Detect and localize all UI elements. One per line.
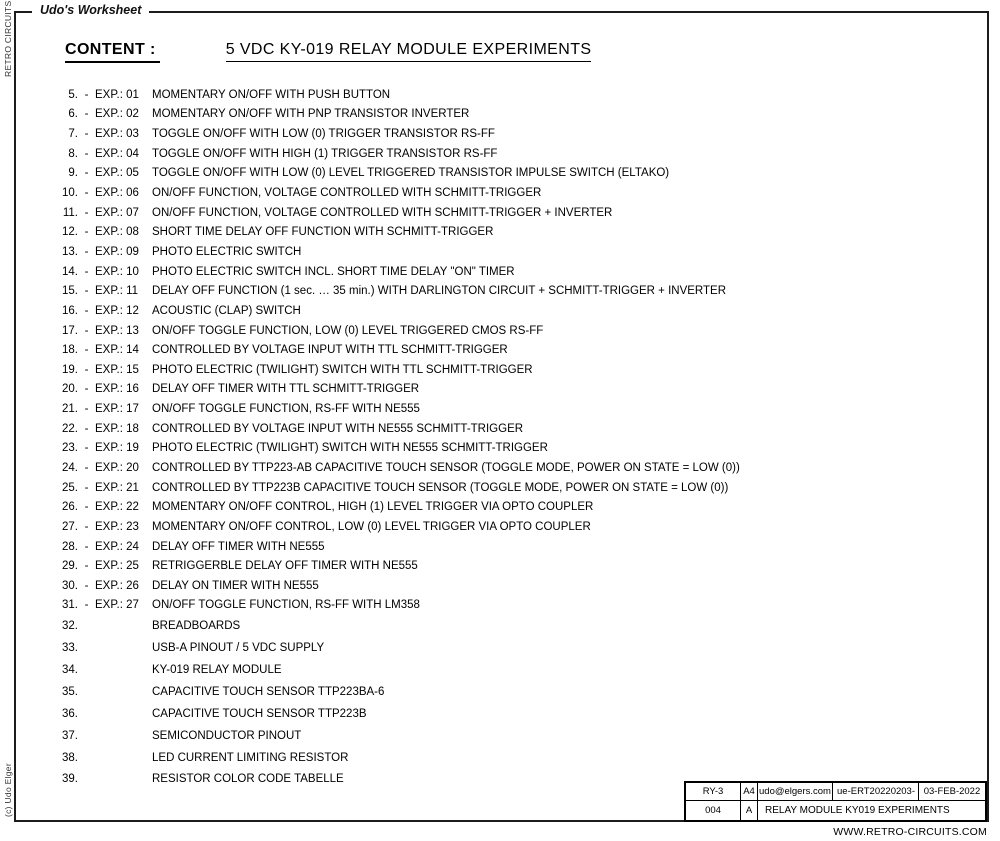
toc-item-number: 11.: [62, 206, 78, 219]
toc-item-separator: -: [84, 108, 89, 121]
toc-item-description: MOMENTARY ON/OFF CONTROL, HIGH (1) LEVEL TRIGGER VIA OPTO COUPLER: [152, 501, 594, 514]
toc-item-number: 19.: [62, 363, 78, 376]
table-of-contents-row: [40, 703, 960, 725]
toc-item-experiment-id: EXP.: 27: [95, 599, 139, 612]
toc-item-separator: -: [84, 304, 89, 317]
toc-item-description: TOGGLE ON/OFF WITH HIGH (1) TRIGGER TRANSISTOR RS-FF: [152, 147, 498, 160]
table-of-contents-row: [40, 576, 960, 596]
email-cell: udo@elgers.com: [758, 783, 833, 800]
toc-item-separator: -: [84, 187, 89, 200]
toc-item-separator: -: [84, 422, 89, 435]
table-of-contents-row: [40, 340, 960, 360]
table-of-contents-row: [40, 203, 960, 223]
toc-item-number: 15.: [62, 285, 78, 298]
toc-item-description: SEMICONDUCTOR PINOUT: [152, 729, 302, 742]
table-of-contents-row: [40, 556, 960, 576]
toc-item-number: 18.: [62, 344, 78, 357]
worksheet-legend: Udo's Worksheet: [32, 3, 149, 17]
table-of-contents-row: [40, 360, 960, 380]
toc-item-description: CONTROLLED BY TTP223-AB CAPACITIVE TOUCH SENSOR (TOGGLE MODE, POWER ON STATE = LOW (0)): [152, 461, 740, 474]
toc-item-number: 38.: [62, 751, 78, 764]
toc-item-number: 30.: [62, 579, 78, 592]
toc-item-description: MOMENTARY ON/OFF WITH PNP TRANSISTOR INVERTER: [152, 108, 470, 121]
table-of-contents-row: [40, 497, 960, 517]
table-of-contents-row: [40, 281, 960, 301]
toc-item-number: 25.: [62, 481, 78, 494]
toc-item-experiment-id: EXP.: 05: [95, 167, 139, 180]
toc-item-description: CONTROLLED BY TTP223B CAPACITIVE TOUCH SENSOR (TOGGLE MODE, POWER ON STATE = LOW (0)): [152, 481, 729, 494]
toc-item-separator: -: [84, 226, 89, 239]
toc-item-number: 10.: [62, 187, 78, 200]
toc-item-experiment-id: EXP.: 20: [95, 461, 139, 474]
toc-item-separator: -: [84, 560, 89, 573]
toc-item-description: ON/OFF TOGGLE FUNCTION, RS-FF WITH LM358: [152, 599, 420, 612]
toc-item-description: KY-019 RELAY MODULE: [152, 664, 282, 677]
toc-item-experiment-id: EXP.: 06: [95, 187, 139, 200]
toc-item-separator: -: [84, 520, 89, 533]
toc-item-description: PHOTO ELECTRIC SWITCH INCL. SHORT TIME DELAY "ON" TIMER: [152, 265, 515, 278]
toc-item-description: ON/OFF TOGGLE FUNCTION, RS-FF WITH NE555: [152, 403, 420, 416]
table-of-contents-row: [40, 725, 960, 747]
table-of-contents-row: [40, 144, 960, 164]
toc-item-number: 39.: [62, 773, 78, 786]
toc-item-description: ON/OFF FUNCTION, VOLTAGE CONTROLLED WITH SCHMITT-TRIGGER + INVERTER: [152, 206, 613, 219]
toc-item-description: LED CURRENT LIMITING RESISTOR: [152, 751, 349, 764]
table-of-contents-row: [40, 85, 960, 105]
content-title-label: CONTENT :: [65, 41, 160, 63]
toc-item-separator: -: [84, 383, 89, 396]
toc-item-experiment-id: EXP.: 23: [95, 520, 139, 533]
toc-item-experiment-id: EXP.: 01: [95, 88, 139, 101]
toc-item-description: DELAY OFF TIMER WITH TTL SCHMITT-TRIGGER: [152, 383, 420, 396]
toc-item-separator: -: [84, 206, 89, 219]
toc-item-separator: -: [84, 461, 89, 474]
table-of-contents-row: [40, 399, 960, 419]
table-of-contents-row: [40, 637, 960, 659]
toc-item-description: RETRIGGERBLE DELAY OFF TIMER WITH NE555: [152, 560, 418, 573]
toc-item-description: TOGGLE ON/OFF WITH LOW (0) TRIGGER TRANSISTOR RS-FF: [152, 128, 495, 141]
toc-item-separator: -: [84, 481, 89, 494]
paper-size-cell: A4: [741, 783, 758, 800]
table-of-contents-row: [40, 301, 960, 321]
doc-number-cell: ue-ERT20220203-: [833, 783, 919, 800]
toc-item-description: ON/OFF TOGGLE FUNCTION, LOW (0) LEVEL TRIGGERED CMOS RS-FF: [152, 324, 544, 337]
toc-item-separator: -: [84, 88, 89, 101]
toc-item-number: 7.: [68, 128, 78, 141]
retro-circuits-side-label: RETRO CIRCUITS: [3, 0, 13, 77]
table-of-contents-row: [40, 222, 960, 242]
date-cell: 03-FEB-2022: [923, 786, 981, 797]
toc-item-number: 14.: [62, 265, 78, 278]
toc-item-number: 12.: [62, 226, 78, 239]
block-title-cell: RELAY MODULE KY019 EXPERIMENTS: [765, 805, 950, 816]
table-of-contents-row: [40, 380, 960, 400]
toc-item-separator: -: [84, 501, 89, 514]
toc-item-number: 34.: [62, 664, 78, 677]
toc-item-number: 28.: [62, 540, 78, 553]
toc-item-number: 32.: [62, 620, 78, 633]
sheet-number-cell: 004: [686, 801, 741, 820]
toc-item-experiment-id: EXP.: 03: [95, 128, 139, 141]
toc-item-experiment-id: EXP.: 08: [95, 226, 139, 239]
toc-item-experiment-id: EXP.: 11: [95, 285, 139, 298]
toc-item-experiment-id: EXP.: 24: [95, 540, 139, 553]
toc-item-description: RESISTOR COLOR CODE TABELLE: [152, 773, 344, 786]
table-of-contents-row: [40, 681, 960, 703]
toc-item-number: 33.: [62, 642, 78, 655]
toc-item-number: 13.: [62, 245, 78, 258]
toc-item-number: 27.: [62, 520, 78, 533]
toc-item-description: USB-A PINOUT / 5 VDC SUPPLY: [152, 642, 325, 655]
toc-item-experiment-id: EXP.: 19: [95, 442, 139, 455]
toc-item-separator: -: [84, 579, 89, 592]
toc-item-experiment-id: EXP.: 25: [95, 560, 139, 573]
toc-item-description: DELAY OFF TIMER WITH NE555: [152, 540, 325, 553]
toc-item-description: BREADBOARDS: [152, 620, 241, 633]
toc-item-description: PHOTO ELECTRIC (TWILIGHT) SWITCH WITH NE555 SCHMITT-TRIGGER: [152, 442, 548, 455]
table-of-contents-row: [40, 164, 960, 184]
toc-item-description: CONTROLLED BY VOLTAGE INPUT WITH NE555 SCHMITT-TRIGGER: [152, 422, 524, 435]
content-title: [65, 41, 591, 63]
toc-item-experiment-id: EXP.: 10: [95, 265, 139, 278]
table-of-contents-row: [40, 747, 960, 769]
toc-item-separator: -: [84, 442, 89, 455]
toc-item-description: ON/OFF FUNCTION, VOLTAGE CONTROLLED WITH SCHMITT-TRIGGER: [152, 187, 542, 200]
toc-item-separator: -: [84, 265, 89, 278]
content-list: [40, 85, 960, 790]
toc-item-separator: -: [84, 128, 89, 141]
table-of-contents-row: [40, 517, 960, 537]
toc-item-number: 35.: [62, 685, 78, 698]
toc-item-experiment-id: EXP.: 02: [95, 108, 139, 121]
toc-item-experiment-id: EXP.: 17: [95, 403, 139, 416]
table-of-contents-row: [40, 596, 960, 616]
revision-cell: A: [741, 801, 758, 820]
toc-item-experiment-id: EXP.: 12: [95, 304, 139, 317]
table-of-contents-row: [40, 458, 960, 478]
toc-item-description: TOGGLE ON/OFF WITH LOW (0) LEVEL TRIGGERED TRANSISTOR IMPULSE SWITCH (ELTAKO): [152, 167, 670, 180]
title-block-row-2: [686, 801, 985, 820]
table-of-contents-row: [40, 183, 960, 203]
table-of-contents-row: [40, 419, 960, 439]
toc-item-number: 9.: [68, 167, 78, 180]
copyright-side-label: (c) Udo Elger: [3, 763, 13, 817]
table-of-contents-row: [40, 537, 960, 557]
toc-item-description: CONTROLLED BY VOLTAGE INPUT WITH TTL SCHMITT-TRIGGER: [152, 344, 508, 357]
toc-item-experiment-id: EXP.: 18: [95, 422, 139, 435]
toc-item-number: 21.: [62, 403, 78, 416]
toc-item-separator: -: [84, 344, 89, 357]
toc-item-experiment-id: EXP.: 22: [95, 501, 139, 514]
toc-item-experiment-id: EXP.: 16: [95, 383, 139, 396]
toc-item-number: 31.: [62, 599, 78, 612]
toc-item-separator: -: [84, 363, 89, 376]
table-of-contents-row: [40, 124, 960, 144]
toc-item-separator: -: [84, 285, 89, 298]
toc-item-number: 36.: [62, 707, 78, 720]
toc-item-separator: -: [84, 540, 89, 553]
toc-item-experiment-id: EXP.: 15: [95, 363, 139, 376]
table-of-contents-row: [40, 105, 960, 125]
toc-item-description: PHOTO ELECTRIC SWITCH: [152, 245, 302, 258]
toc-item-description: ACOUSTIC (CLAP) SWITCH: [152, 304, 301, 317]
toc-item-description: CAPACITIVE TOUCH SENSOR TTP223B: [152, 707, 367, 720]
toc-item-number: 26.: [62, 501, 78, 514]
toc-item-number: 22.: [62, 422, 78, 435]
table-of-contents-row: [40, 478, 960, 498]
toc-item-separator: -: [84, 147, 89, 160]
toc-item-experiment-id: EXP.: 09: [95, 245, 139, 258]
toc-item-separator: -: [84, 599, 89, 612]
content-title-value: 5 VDC KY-019 RELAY MODULE EXPERIMENTS: [226, 41, 592, 62]
toc-item-description: SHORT TIME DELAY OFF FUNCTION WITH SCHMITT-TRIGGER: [152, 226, 494, 239]
toc-item-number: 24.: [62, 461, 78, 474]
title-block: [684, 781, 987, 822]
table-of-contents-row: [40, 615, 960, 637]
table-of-contents-row: [40, 439, 960, 459]
toc-item-number: 6.: [68, 108, 78, 121]
toc-item-number: 37.: [62, 729, 78, 742]
toc-item-separator: -: [84, 324, 89, 337]
toc-item-description: MOMENTARY ON/OFF WITH PUSH BUTTON: [152, 88, 391, 101]
toc-item-number: 23.: [62, 442, 78, 455]
drawing-code-cell: RY-3: [686, 783, 741, 800]
toc-item-separator: -: [84, 403, 89, 416]
toc-item-description: DELAY OFF FUNCTION (1 sec. … 35 min.) WITH DARLINGTON CIRCUIT + SCHMITT-TRIGGER + INVERTER: [152, 285, 727, 298]
toc-item-number: 29.: [62, 560, 78, 573]
toc-item-description: PHOTO ELECTRIC (TWILIGHT) SWITCH WITH TTL SCHMITT-TRIGGER: [152, 363, 533, 376]
toc-item-separator: -: [84, 245, 89, 258]
toc-item-separator: -: [84, 167, 89, 180]
toc-item-number: 20.: [62, 383, 78, 396]
toc-item-description: DELAY ON TIMER WITH NE555: [152, 579, 319, 592]
toc-item-number: 16.: [62, 304, 78, 317]
table-of-contents-row: [40, 659, 960, 681]
table-of-contents-row: [40, 262, 960, 282]
toc-item-experiment-id: EXP.: 21: [95, 481, 139, 494]
title-block-row-1: [686, 783, 985, 801]
toc-item-description: MOMENTARY ON/OFF CONTROL, LOW (0) LEVEL TRIGGER VIA OPTO COUPLER: [152, 520, 591, 533]
toc-item-experiment-id: EXP.: 07: [95, 206, 139, 219]
toc-item-description: CAPACITIVE TOUCH SENSOR TTP223BA-6: [152, 685, 385, 698]
toc-item-experiment-id: EXP.: 14: [95, 344, 139, 357]
toc-item-experiment-id: EXP.: 13: [95, 324, 139, 337]
table-of-contents-row: [40, 321, 960, 341]
website-label: WWW.RETRO-CIRCUITS.COM: [833, 826, 987, 838]
toc-item-number: 8.: [68, 147, 78, 160]
toc-item-number: 17.: [62, 324, 78, 337]
toc-item-experiment-id: EXP.: 04: [95, 147, 139, 160]
table-of-contents-row: [40, 242, 960, 262]
toc-item-experiment-id: EXP.: 26: [95, 579, 139, 592]
toc-item-number: 5.: [68, 88, 78, 101]
